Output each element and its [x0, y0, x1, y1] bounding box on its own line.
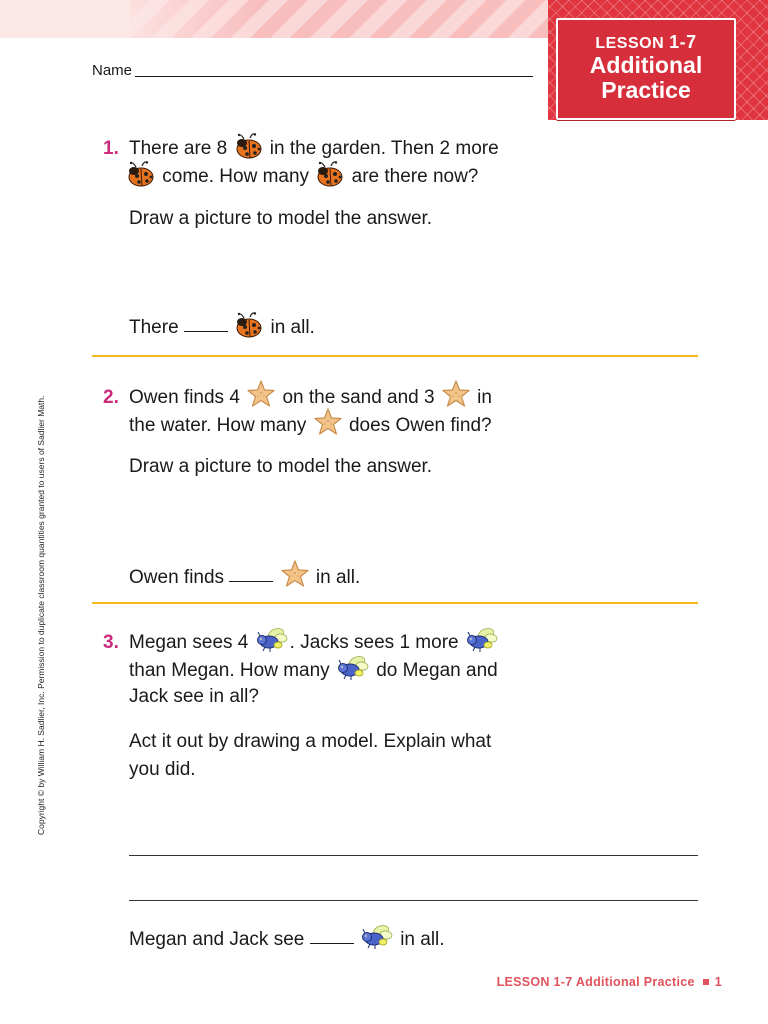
ladybug-icon — [235, 312, 263, 338]
ladybug-icon — [235, 133, 263, 159]
header-fade — [0, 0, 260, 38]
answer-text: in all. — [315, 567, 361, 588]
lesson-number: 1-7 — [669, 32, 697, 52]
question-2-answer — [129, 560, 360, 592]
question-3-instruction-1: Act it out by drawing a model. Explain what — [129, 731, 492, 752]
answer-text: in all. — [400, 929, 445, 950]
question-3-line2 — [129, 655, 498, 685]
question-3 — [103, 627, 500, 657]
question-2-instruction: Draw a picture to model the answer. — [129, 456, 433, 477]
lesson-label: LESSON — [595, 35, 665, 52]
section-divider — [92, 355, 698, 357]
question-text: on the sand and 3 — [282, 387, 435, 408]
firefly-icon — [256, 627, 288, 653]
question-text: the water. How many — [129, 415, 307, 436]
question-1-answer — [129, 312, 315, 342]
firefly-icon — [337, 655, 369, 681]
question-text: Owen finds 4 — [129, 387, 240, 408]
question-text: . Jacks sees 1 more — [289, 632, 459, 653]
question-3-line3: Jack see in all? — [129, 686, 259, 707]
name-label: Name — [92, 62, 133, 79]
question-text: come. How many — [162, 166, 310, 187]
question-3-instruction-2: you did. — [129, 759, 196, 780]
copyright-notice: Copyright © by William H. Sadlier, Inc. Permission to duplicate classroom quantities granted to users of Sadlier Math. — [36, 395, 46, 835]
answer-blank[interactable] — [229, 581, 273, 582]
question-1-line2 — [129, 161, 478, 191]
answer-text: There — [129, 317, 179, 338]
answer-text: Owen finds — [129, 567, 225, 588]
question-1-instruction: Draw a picture to model the answer. — [129, 208, 433, 229]
name-field[interactable] — [92, 62, 533, 79]
firefly-icon — [466, 627, 498, 653]
firefly-icon — [361, 924, 393, 950]
ladybug-icon — [127, 161, 155, 187]
question-number: 1. — [103, 138, 119, 159]
page-footer — [497, 975, 722, 989]
question-text: in the garden. Then 2 more — [269, 138, 499, 159]
question-number: 2. — [103, 387, 119, 408]
answer-blank[interactable] — [184, 331, 228, 332]
starfish-icon — [442, 380, 470, 408]
footer-title: Additional Practice — [575, 975, 695, 989]
question-text: in — [477, 387, 492, 408]
name-input-line[interactable] — [135, 76, 533, 77]
question-text: do Megan and — [376, 660, 498, 681]
question-1 — [103, 133, 499, 163]
answer-text: in all. — [270, 317, 315, 338]
lesson-title-line2: Practice — [601, 77, 691, 103]
question-text: are there now? — [351, 166, 479, 187]
explanation-line[interactable] — [129, 855, 698, 856]
lesson-title-line1: Additional — [589, 52, 703, 78]
starfish-icon — [314, 408, 342, 436]
question-3-answer — [129, 924, 445, 954]
page-number: 1 — [714, 975, 722, 989]
question-2-line2 — [129, 408, 492, 440]
answer-text: Megan and Jack see — [129, 929, 305, 950]
answer-blank[interactable] — [310, 943, 354, 944]
question-text: than Megan. How many — [129, 660, 330, 681]
explanation-line[interactable] — [129, 900, 698, 901]
starfish-icon — [281, 560, 309, 588]
footer-lesson: LESSON 1-7 — [496, 975, 573, 989]
question-text: does Owen find? — [348, 415, 492, 436]
lesson-badge — [556, 18, 736, 120]
question-text: There are 8 — [129, 138, 228, 159]
question-text: Megan sees 4 — [129, 632, 249, 653]
ladybug-icon — [316, 161, 344, 187]
question-number: 3. — [103, 632, 119, 653]
starfish-icon — [247, 380, 275, 408]
section-divider — [92, 602, 698, 604]
footer-bullet — [703, 979, 709, 985]
